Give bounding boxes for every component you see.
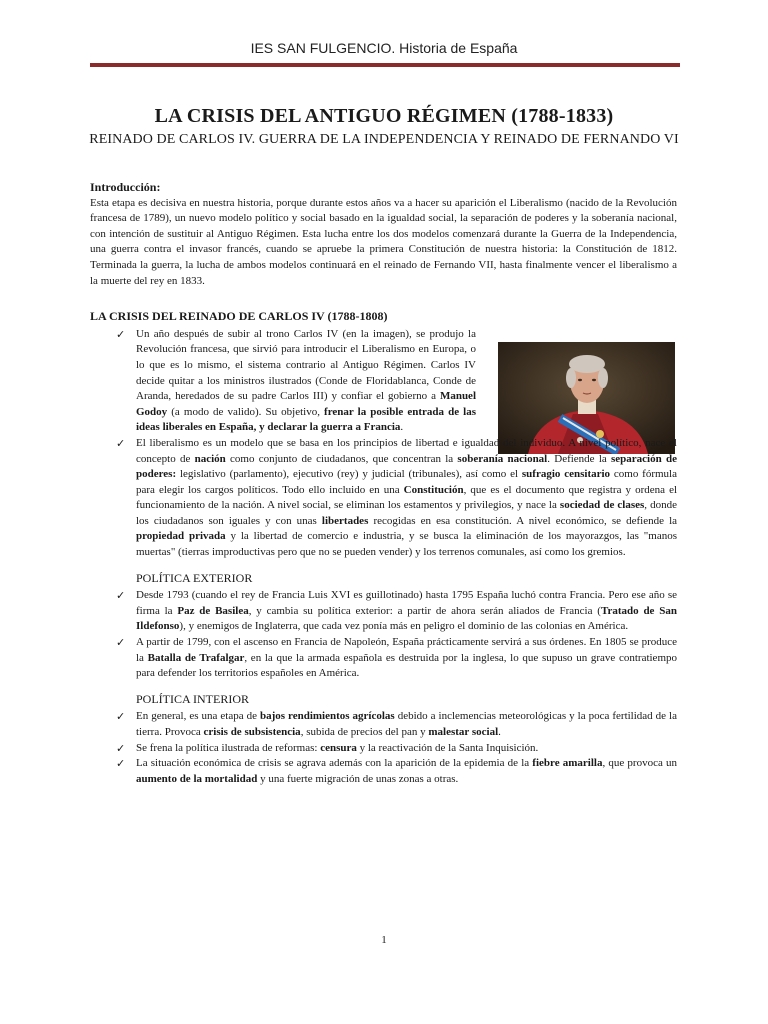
check-icon: ✓ xyxy=(116,710,126,724)
heading-politica-interior: POLÍTICA INTERIOR xyxy=(136,691,249,706)
document-subtitle: REINADO DE CARLOS IV. GUERRA DE LA INDEPENDENCIA Y REINADO DE FERNANDO VI xyxy=(89,132,679,147)
page-number: 1 xyxy=(381,934,387,946)
check-icon: ✓ xyxy=(116,741,126,755)
list-item: ✓ En general, es una etapa de bajos rendimientos agrícolas debido a inclemencias meteorológicas y la poca fertilidad de la tierra. Provoca crisis de subsistencia, subida de precios del pan y malestar social. xyxy=(116,710,677,738)
check-icon: ✓ xyxy=(116,636,126,650)
check-icon: ✓ xyxy=(116,436,126,450)
interior-list xyxy=(90,709,677,787)
intro-paragraph: Esta etapa es decisiva en nuestra historia, porque durante estos años va a hacer su aparición el Liberalismo (nacido de la Revolución francesa de 1789), un nuevo modelo político y social basado en la igualdad social, la separación de poderes y la soberanía nacional, con intención de sustituir al Antiguo Régimen. Esta lucha entre los dos modelos comenzará durante la Guerra de la Independencia, una guerra contra el invasor francés, cuando se apruebe la primera Constitución de nuestra historia: la Constitución de 1812. Terminada la guerra, la lucha de ambos modelos continuará en el reinado de Fernando VII, hasta finalmente vencer el liberalismo a la muerte del rey en 1833. xyxy=(90,196,677,287)
list-item: ✓ Desde 1793 (cuando el rey de Francia Luis XVI es guillotinado) hasta 1795 España luchó contra Francia. Pero ese año se firma la Paz de Basilea, y cambia su política exterior: a partir de ahora serán aliados de Francia (Tratado de San Ildefonso), y enemigos de Inglaterra, que cada vez ponía más en peligro el dominio de las colonias en América. xyxy=(116,589,677,633)
list-item: ✓ Se frena la política ilustrada de reformas: censura y la reactivación de la Santa Inquisición. xyxy=(116,741,539,755)
page-header: IES SAN FULGENCIO. Historia de España xyxy=(250,40,518,56)
document-body xyxy=(90,180,677,787)
section-heading-carlos-iv: LA CRISIS DEL REINADO DE CARLOS IV (1788-1808) xyxy=(90,309,388,324)
list-item: ✓ Un año después de subir al trono Carlos IV (en la imagen), se produjo la Revolución francesa, que sirvió para introducir el Liberalismo en Europa, o lo que es lo mismo, el sistema contrario al Antiguo Régimen. Carlos IV decide quitar a los ministros ilustrados (Conde de Floridablanca, Conde de Aranda, heredados de su padre Carlos III) y confiar el gobierno a Manuel Godoy (a modo de valido). Su objetivo, frenar la posible entrada de las ideas liberales en España, y declarar la guerra a Francia. xyxy=(116,327,476,434)
intro-heading: Introducción: xyxy=(90,180,161,194)
header-rule xyxy=(90,63,680,67)
list-item: ✓ La situación económica de crisis se agrava además con la aparición de la epidemia de la fiebre amarilla, que provoca un aumento de la mortalidad y una fuerte migración de unas zonas a otras. xyxy=(116,757,678,785)
list-item: ✓ A partir de 1799, con el ascenso en Francia de Napoleón, España prácticamente servirá a sus órdenes. En 1805 se produce la Batalla de Trafalgar, en la que la armada española es destruida por la inglesa, lo que supuso un grave contratiempo para defender los territorios españoles en América. xyxy=(116,636,677,680)
document-title: LA CRISIS DEL ANTIGUO RÉGIMEN (1788-1833) xyxy=(154,105,614,127)
list-item: ✓ El liberalismo es un modelo que se basa en los principios de libertad e igualdad del individuo. A nivel político, nace el concepto de nación como conjunto de ciudadanos, que concentran la soberanía nacional. Defiende la separación de poderes: legislativo (parlamento), ejecutivo (rey) y judicial (tribunales), así como el sufragio censitario como fórmula para elegir los cargos políticos. Todo ello incluido en una Constitución, que es el documento que registra y ordena el funcionamiento de la nación. A nivel social, se eliminan los estamentos y privilegios, y nace la sociedad de clases, donde los ciudadanos son iguales y con unas libertades recogidas en esa constitución. A nivel económico, se defiende la propiedad privada y la libertad de comercio e industria, y se busca la eliminación de los mayorazgos, las "manos muertas" (tierras improductivas pero que no se pueden vender) y los terrenos comunales, así como los gremios. xyxy=(116,436,678,559)
check-icon: ✓ xyxy=(116,757,126,771)
heading-politica-exterior: POLÍTICA EXTERIOR xyxy=(136,570,253,585)
check-icon: ✓ xyxy=(116,589,126,603)
carlos-iv-list xyxy=(90,327,677,561)
exterior-list xyxy=(90,588,677,682)
check-icon: ✓ xyxy=(116,327,126,341)
